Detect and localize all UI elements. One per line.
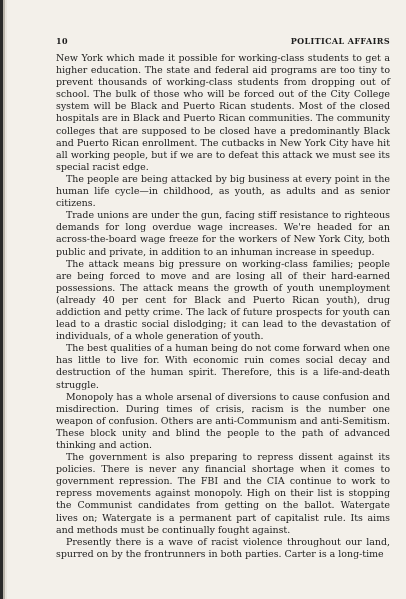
- page-edge-shadow: [0, 0, 7, 599]
- paragraph: Monopoly has a whole arsenal of diversions to cause confusion and misdirection. During times of crisis, racism is the number one weapon of confusion. Others are anti-Communism and anti-Semitism. These block unity and blind the people to the path of advanced thinking and action.: [56, 391, 390, 451]
- paragraph: The best qualities of a human being do not come forward when one has little to live for. With economic ruin comes social decay and destruction of the human spirit. Therefore, this is a life-and-death struggle.: [56, 343, 390, 391]
- book-page: [56, 36, 390, 561]
- running-title: POLITICAL AFFAIRS: [290, 36, 390, 46]
- paragraph: The government is also preparing to repress dissent against its policies. There is never any financial shortage when it comes to government repression. The FBI and the CIA continue to work to repress movements against monopoly. High on their list is stopping the Communist candidates from getting on the ballot. Watergate lives on; Watergate is a permanent part of capitalist rule. Its aims and methods must be continually fought against.: [56, 452, 390, 536]
- paragraph: Presently there is a wave of racist violence throughout our land, spurred on by the frontrunners in both parties. Carter is a long-time: [56, 536, 390, 560]
- paragraph: New York which made it possible for working-class students to get a higher education. The state and federal aid programs are too tiny to prevent thousands of working-class students from dropping out of school. The bulk of those who will be forced out of the City College system will be Black and Puerto Rican students. Most of the closed hospitals are in Black and Puerto Rican communities. The community colleges that are supposed to be closed have a predominantly Black and Puerto Rican enrollment. The cutbacks in New York City have hit all working people, but if we are to defeat this attack we must see its special racist edge.: [56, 53, 390, 173]
- body-text: [56, 53, 390, 561]
- running-header: [56, 36, 390, 46]
- paragraph: Trade unions are under the gun, facing stiff resistance to righteous demands for long overdue wage increases. We're headed for an across-the-board wage freeze for the workers of New York City, both public and private, in addition to an inhuman increase in speedup.: [56, 210, 390, 258]
- page-number: 10: [56, 36, 68, 46]
- paragraph: The attack means big pressure on working-class families; people are being forced to move and are losing all of their hard-earned possessions. The attack means the growth of youth unemployment (already 40 per cent for Black and Puerto Rican youth), drug addiction and petty crime. The lack of future prospects for youth can lead to a drastic social dislodging; it can lead to the devastation of individuals, of a whole generation of youth.: [56, 258, 390, 343]
- paragraph: The people are being attacked by big business at every point in the human life cycle—in childhood, as youth, as adults and as senior citizens.: [56, 173, 390, 210]
